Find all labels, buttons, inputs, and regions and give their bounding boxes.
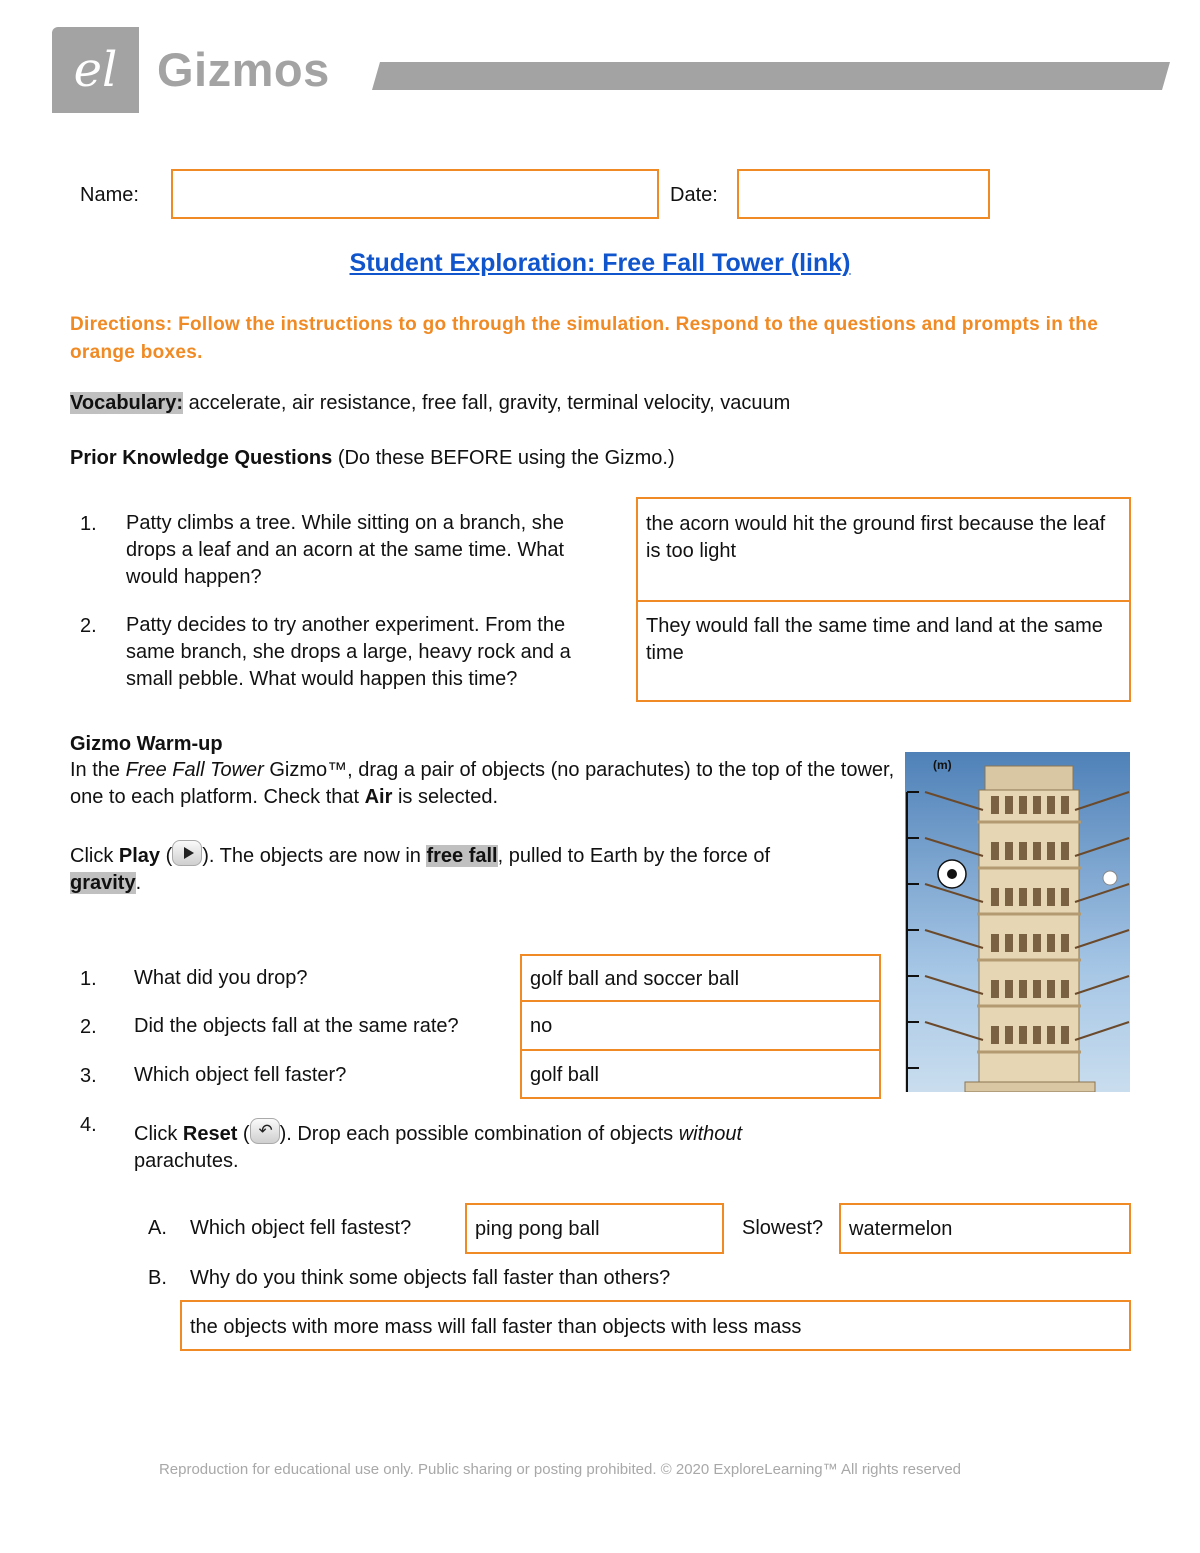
date-label: Date: xyxy=(670,184,718,206)
air-word: Air xyxy=(364,786,393,808)
without-word: without xyxy=(678,1123,743,1145)
prior-knowledge-heading: Prior Knowledge Questions xyxy=(70,447,333,469)
prior-q1-answer: the acorn would hit the ground first because the leaf is too light xyxy=(646,513,1106,562)
play-icon[interactable] xyxy=(172,840,202,866)
name-value xyxy=(173,171,657,191)
gravity-term: gravity xyxy=(70,872,136,894)
warmup-play-instruction: Click Play ( ). The objects are now in free fall, pulled to Earth by the force of gravity. xyxy=(70,840,890,897)
prior-knowledge-note: (Do these BEFORE using the Gizmo.) xyxy=(337,447,675,469)
logo-glyph: el xyxy=(73,42,118,98)
warmup-q3-number: 3. xyxy=(80,1065,97,1087)
header-bar xyxy=(372,62,1170,90)
warmup-q3-answer: golf ball xyxy=(530,1064,599,1086)
vocabulary-terms: accelerate, air resistance, free fall, gravity, terminal velocity, vacuum xyxy=(188,392,791,414)
vocabulary-label: Vocabulary: xyxy=(70,392,183,414)
gizmo-name: Free Fall Tower xyxy=(125,759,264,781)
warmup-q3-answer-box[interactable] xyxy=(520,1049,881,1099)
tower-image xyxy=(905,752,1130,1092)
page-title-link[interactable]: Student Exploration: Free Fall Tower (link) xyxy=(349,249,851,277)
vocabulary-line xyxy=(70,392,790,415)
name-field[interactable] xyxy=(171,169,659,219)
warmup-q3-text: Which object fell faster? xyxy=(134,1064,347,1086)
warmup-heading: Gizmo Warm-up xyxy=(70,733,223,755)
prior-q1-answer-box[interactable] xyxy=(636,497,1131,602)
warmup-q2-number: 2. xyxy=(80,1016,97,1038)
prior-q1-text: Patty climbs a tree. While sitting on a branch, she drops a leaf and an acorn at the same time. What would happen? xyxy=(126,512,565,588)
slowest-label: Slowest? xyxy=(742,1217,824,1239)
tower-unit-label: (m) xyxy=(933,758,952,772)
q4b-answer: the objects with more mass will fall faster than objects with less mass xyxy=(190,1316,802,1338)
warmup-q1-answer: golf ball and soccer ball xyxy=(530,968,740,990)
reset-word: Reset xyxy=(182,1123,238,1145)
date-value xyxy=(739,171,988,191)
warmup-q2-answer: no xyxy=(530,1015,553,1037)
prior-q2-answer: They would fall the same time and land at the same time xyxy=(646,615,1103,664)
warmup-q1-text: What did you drop? xyxy=(134,967,308,989)
brand-name: Gizmos xyxy=(157,43,330,96)
warmup-intro: In the Free Fall Tower Gizmo™, drag a pair of objects (no parachutes) to the top of the tower, one to each platform. Check that Air is selected. xyxy=(70,759,895,808)
q4a-slowest-answer: watermelon xyxy=(849,1218,953,1240)
warmup-q1-number: 1. xyxy=(80,968,97,990)
prior-q2-text: Patty decides to try another experiment. From the same branch, she drops a large, heavy rock and a small pebble. What would happen this time? xyxy=(126,614,571,690)
play-word: Play xyxy=(118,845,161,867)
prior-knowledge-heading-line xyxy=(70,447,675,470)
reset-icon[interactable]: ↶ xyxy=(250,1118,280,1144)
warmup-q4-number: 4. xyxy=(80,1114,97,1136)
q4a-label: A. xyxy=(148,1217,167,1239)
directions-text: Directions: Follow the instructions to go through the simulation. Respond to the questions and prompts in the orange boxes. xyxy=(70,314,1099,363)
prior-q1-number: 1. xyxy=(80,513,97,535)
q4b-text: Why do you think some objects fall faster than others? xyxy=(190,1267,671,1289)
q4a-text: Which object fell fastest? xyxy=(190,1217,412,1239)
tower-illustration xyxy=(905,752,1130,1092)
warmup-q4-text: Click Reset ( ↶ ). Drop each possible combination of objects without parachutes. xyxy=(134,1118,834,1175)
warmup-q1-answer-box[interactable] xyxy=(520,954,881,1002)
prior-q2-number: 2. xyxy=(80,615,97,637)
q4b-label: B. xyxy=(148,1267,167,1289)
warmup-q2-answer-box[interactable] xyxy=(520,1000,881,1051)
prior-q2-answer-box[interactable] xyxy=(636,600,1131,702)
date-field[interactable] xyxy=(737,169,990,219)
q4a-slowest-answer-box[interactable] xyxy=(839,1203,1131,1254)
warmup-q2-text: Did the objects fall at the same rate? xyxy=(134,1015,459,1037)
explorelearning-logo xyxy=(52,27,139,113)
name-label: Name: xyxy=(80,184,139,206)
free-fall-term: free fall xyxy=(426,845,498,867)
q4a-fastest-answer: ping pong ball xyxy=(475,1218,600,1240)
q4b-answer-box[interactable] xyxy=(180,1300,1131,1351)
footer-copyright: Reproduction for educational use only. Public sharing or posting prohibited. © 2020 ExploreLearning™ All rights reserved xyxy=(158,1461,962,1478)
q4a-fastest-answer-box[interactable] xyxy=(465,1203,724,1254)
